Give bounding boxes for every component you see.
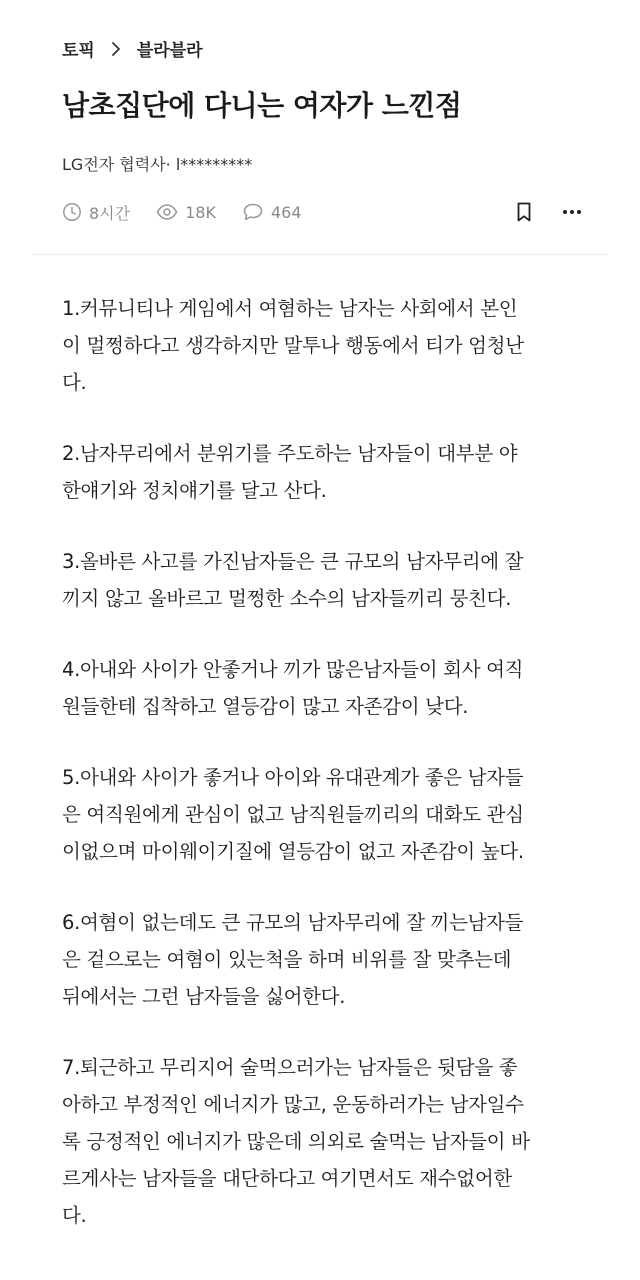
post-paragraph: 5.아내와 사이가 좋거나 아이와 유대관계가 좋은 남자들 은 여직원에게 관심이 없고 남직원들끼리의 대화도 관심 이없으며 마이웨이기질에 열등감이 없고 자존감이 높다. [62, 766, 524, 863]
comment-icon [242, 202, 264, 222]
post-paragraph: 7.퇴근하고 무리지어 술먹으러가는 남자들은 뒷담을 좋 아하고 부정적인 에너지가 많고, 운동하러가는 남자일수 록 긍정적인 에너지가 많은데 의외로 술먹는 남자들이 바 르게사는 남자들을 대단하다고 여기면서도 재수없어한 다. [62, 1056, 530, 1227]
post-meta [62, 198, 582, 226]
post-views [156, 202, 216, 222]
more-options-button[interactable] [562, 209, 582, 215]
post-paragraph: 4.아내와 사이가 안좋거나 끼가 많은남자들이 회사 여직 원들한테 집착하고 열등감이 많고 자존감이 낮다. [62, 658, 524, 718]
post-comments-text: 464 [270, 202, 302, 222]
post-paragraph: 3.올바른 사고를 가진남자들은 큰 규모의 남자무리에 잘 끼지 않고 올바르고 멀쩡한 소수의 남자들끼리 뭉친다. [62, 550, 524, 610]
author-info[interactable]: LG전자 협력사· l********* [62, 155, 253, 174]
eye-icon [156, 202, 178, 222]
post-title: 남초집단에 다니는 여자가 느낀점 [62, 89, 462, 122]
header-divider [32, 254, 608, 255]
breadcrumb-board-link[interactable]: 블라블라 [136, 41, 203, 61]
clock-icon [62, 202, 82, 222]
post-paragraph: 1.커뮤니티나 게임에서 여혐하는 남자는 사회에서 본인 이 멀쩡하다고 생각하지만 말투나 행동에서 티가 엄청난 다. [62, 297, 524, 394]
breadcrumb-topic-link[interactable]: 토픽 [62, 41, 95, 61]
bookmark-icon [514, 201, 534, 223]
breadcrumb [62, 36, 203, 61]
bookmark-button[interactable] [514, 201, 534, 223]
post-paragraph: 6.여혐이 없는데도 큰 규모의 남자무리에 잘 끼는남자들 은 겉으로는 여혐이 있는척을 하며 비위를 잘 맞추는데 뒤에서는 그런 남자들을 싫어한다. [62, 911, 524, 1008]
more-horizontal-icon [562, 209, 582, 215]
post-paragraph: 2.남자무리에서 분위기를 주도하는 남자들이 대부분 야 한얘기와 정치얘기를 달고 산다. [62, 442, 518, 502]
post-time [62, 201, 130, 224]
chevron-right-icon [109, 41, 123, 57]
post-body [62, 290, 582, 1268]
post-views-text: 18K [185, 202, 216, 222]
post-comments[interactable] [242, 202, 302, 222]
post-actions [514, 198, 582, 226]
post-time-text: 8시간 [89, 203, 131, 223]
